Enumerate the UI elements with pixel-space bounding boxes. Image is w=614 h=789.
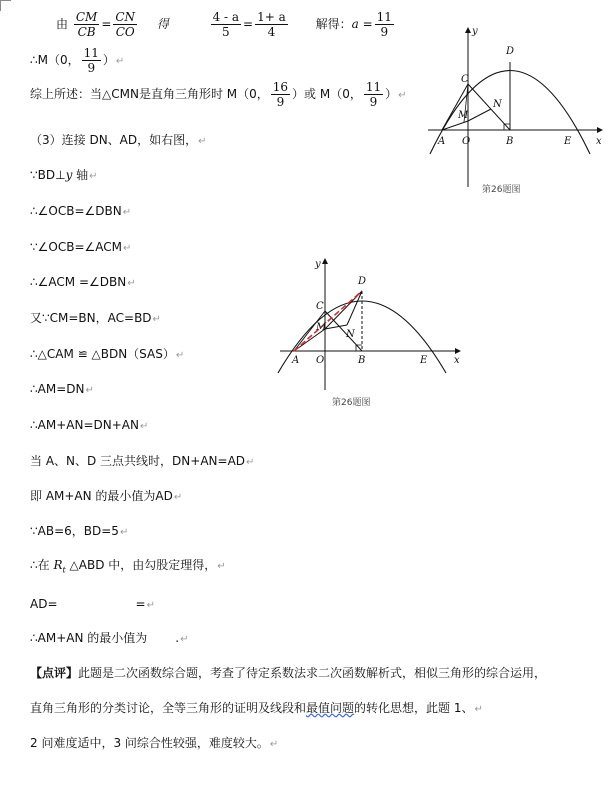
label-d: D bbox=[358, 276, 367, 287]
step-6: 又∵CM=BN，AC=BD↵ bbox=[30, 311, 161, 325]
label-c: C bbox=[316, 301, 324, 312]
label-d: D bbox=[506, 46, 515, 57]
segment-mn bbox=[468, 109, 491, 121]
label-n: N bbox=[346, 329, 355, 340]
label-e: E bbox=[420, 355, 428, 366]
step-15: ∴AM+AN 的最小值为 .↵ bbox=[30, 631, 189, 645]
segment-cb bbox=[325, 311, 362, 351]
label-b: B bbox=[506, 136, 514, 147]
step-2: ∵BD⊥y 轴↵ bbox=[30, 168, 98, 182]
spellcheck-underline: 最值问题 bbox=[306, 701, 355, 715]
label-a: A bbox=[438, 136, 446, 147]
step-10: 当 A、N、D 三点共线时，DN+AN=AD↵ bbox=[30, 454, 255, 468]
step-13: ∴在 $R_t$ △ABD 中，由勾股定理得，↵ bbox=[30, 558, 226, 575]
label-a: A bbox=[292, 355, 300, 366]
fraction-11-9: $\frac{11}{9}$ bbox=[365, 80, 382, 109]
figure-1 bbox=[420, 22, 610, 200]
step-4: ∵∠OCB=∠ACM↵ bbox=[30, 240, 132, 254]
fraction-1-plus-a: $\frac{1+ a}{4}$ bbox=[257, 10, 286, 39]
comment-line-2: 直角三角形的分类讨论，全等三角形的证明及线段和最值问题的转化思想，此题 1、↵ bbox=[30, 701, 483, 715]
label-m: M bbox=[316, 322, 327, 333]
label-x: x bbox=[454, 355, 460, 366]
label-c: C bbox=[461, 74, 469, 85]
step-3: ∴∠OCB=∠DBN↵ bbox=[30, 204, 132, 218]
segment-ac bbox=[442, 84, 468, 130]
figure-2-caption: 第26题图 bbox=[332, 398, 371, 408]
label-n: N bbox=[493, 99, 502, 110]
segment-ad-highlight bbox=[294, 291, 362, 351]
text-de: 得 bbox=[156, 17, 169, 31]
step-5: ∴∠ACM =∠DBN↵ bbox=[30, 275, 136, 289]
label-e: E bbox=[564, 136, 572, 147]
step-12: ∵AB=6，BD=5↵ bbox=[30, 524, 129, 538]
label-b: B bbox=[358, 355, 366, 366]
label-x: x bbox=[596, 136, 602, 147]
text-you: 由 bbox=[56, 17, 69, 31]
step-8: ∴AM=DN↵ bbox=[30, 382, 94, 396]
fraction-cm-cb: $\frac{CM}{CB}$ bbox=[75, 10, 98, 39]
segment-nd bbox=[347, 291, 362, 325]
fraction-11-9: $\frac{11}{9}$ bbox=[376, 10, 392, 39]
segment-cb bbox=[468, 84, 510, 130]
fraction-4-minus-a: $\frac{4 - a}{5}$ bbox=[212, 10, 240, 39]
ratio-equation-line: 由 $\frac{CM}{CB}$ = $\frac{CN}{CO}$ 得 $\frac{4 - a}{5}$ = $\frac{1+ a}{4}$ 解得：a = $\frac{11}{9}$ bbox=[56, 10, 392, 39]
step-9: ∴AM+AN=DN+AN↵ bbox=[30, 418, 149, 432]
step-11: 即 AM+AN 的最小值为AD↵ bbox=[30, 489, 183, 503]
step-14: AD= =↵ bbox=[30, 597, 155, 611]
summary-line: 综上所述：当△CMN是直角三角形时 M（0， $\frac{16}{9}$ ）或 M（0， $\frac{11}{9}$ ）↵ bbox=[30, 80, 407, 109]
step-1: （3）连接 DN、AD，如右图，↵ bbox=[30, 133, 207, 147]
label-y: y bbox=[472, 26, 478, 37]
fraction-16-9: $\frac{16}{9}$ bbox=[272, 80, 289, 109]
text-solve: 解得： bbox=[315, 17, 352, 31]
comment-tag: 【点评】 bbox=[30, 666, 79, 680]
comment-line-3: 2 问难度适中，3 问综合性较强，难度较大。↵ bbox=[30, 736, 279, 750]
comment-line-1: 【点评】此题是二次函数综合题，考查了待定系数法求二次函数解析式，相似三角形的综合运用， bbox=[30, 666, 547, 680]
figure-1-caption: 第26题图 bbox=[482, 185, 521, 195]
label-o: O bbox=[462, 136, 471, 147]
m-point-line: ∴M（0， $\frac{11}{9}$ ）↵ bbox=[30, 46, 125, 75]
fraction-cn-co: $\frac{CN}{CO}$ bbox=[115, 10, 136, 39]
label-y: y bbox=[315, 259, 321, 270]
figure-2 bbox=[270, 255, 470, 410]
page-corner-mark bbox=[0, 0, 11, 11]
label-o: O bbox=[316, 355, 325, 366]
step-7: ∴△CAM ≌ △BDN（SAS）↵ bbox=[30, 347, 185, 361]
label-m: M bbox=[458, 110, 469, 121]
fraction-11-9: $\frac{11}{9}$ bbox=[83, 46, 99, 75]
